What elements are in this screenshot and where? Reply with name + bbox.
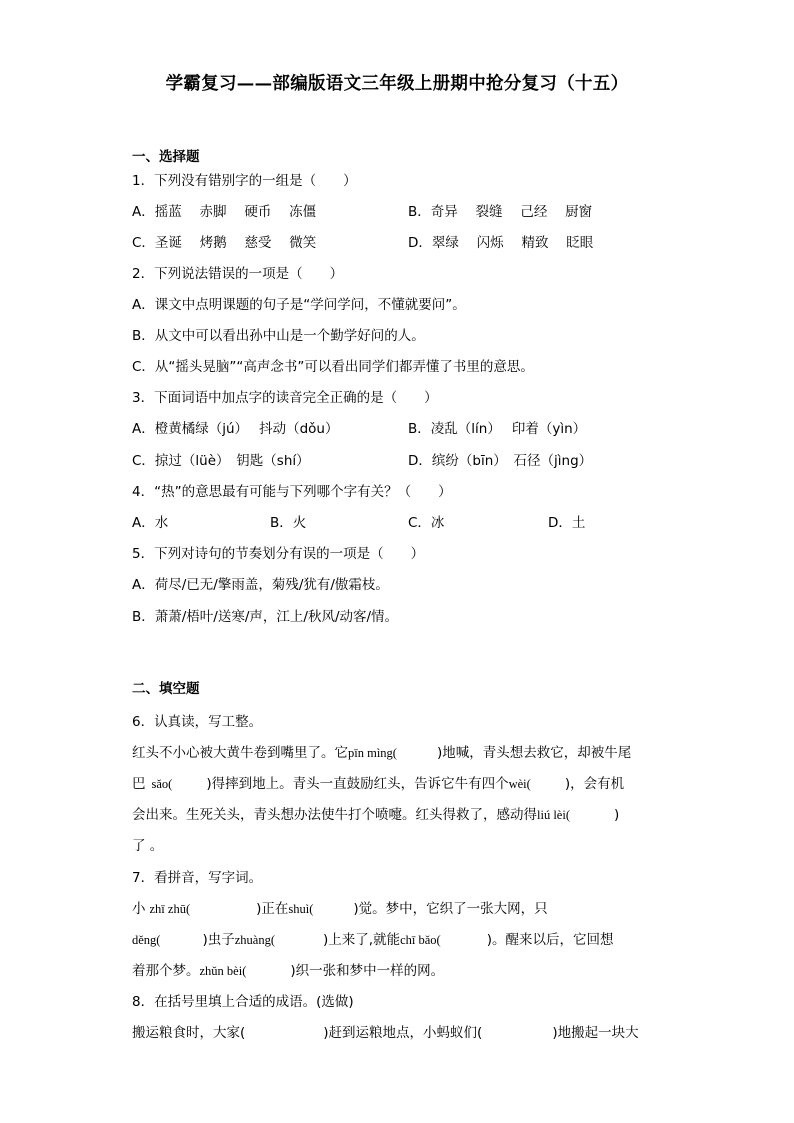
text-segment: )，会有机 — [564, 776, 625, 792]
question-7-line-2 — [132, 930, 613, 950]
text-segment: )地搬起一块大 — [552, 1025, 639, 1041]
question-2-option-b: B．从文中可以看出孙中山是一个勤学好问的人。 — [132, 328, 425, 344]
question-2-option-c: C．从“摇头晃脑”“高声念书”可以看出同学们都弄懂了书里的意思。 — [132, 359, 534, 375]
question-4-option-d: D．土 — [548, 515, 586, 531]
text-segment: ) — [613, 807, 620, 823]
pinyin-prompt: děng( — [132, 933, 161, 947]
question-1-option-a: A．摇蓝 赤脚 硬币 冻僵 — [132, 204, 317, 220]
text-segment: 着那个梦。 — [132, 963, 200, 979]
question-6-line-4: 了 。 — [132, 838, 164, 854]
question-1-stem: 1．下列没有错别字的一组是（ ） — [132, 173, 357, 189]
pinyin-prompt: zhī zhū( — [149, 902, 191, 916]
question-4-stem: 4．“热”的意思最有可能与下列哪个字有关？（ ） — [132, 484, 452, 500]
section-heading-choice: 一、选择题 — [132, 149, 200, 165]
question-3-option-d: D．缤纷（bīn） 石径（jìng） — [408, 453, 593, 469]
pinyin-prompt: chī bǎo( — [400, 933, 441, 947]
text-segment: )觉。梦中，它织了一张大网，只 — [353, 901, 548, 917]
question-7-line-3 — [132, 961, 444, 981]
pinyin-prompt: sǎo( — [151, 777, 173, 791]
question-8-stem: 8．在括号里填上合适的成语。(选做) — [132, 994, 354, 1010]
question-8-line-1 — [132, 1023, 639, 1043]
text-segment: 小 — [132, 901, 146, 917]
question-3-option-b: B．凌乱（lín） 印着（yìn） — [408, 421, 587, 437]
pinyin-prompt: pīn mìng( — [348, 746, 397, 760]
question-4-option-a: A．水 — [132, 515, 169, 531]
text-segment: )织一张和梦中一样的网。 — [290, 963, 445, 979]
question-1-option-b: B．奇异 裂缝 己经 厨窗 — [408, 204, 593, 220]
question-6-stem: 6．认真读，写工整。 — [132, 714, 263, 730]
section-heading-fill: 二、填空题 — [132, 681, 200, 697]
question-1-option-d: D．翠绿 闪烁 精致 眨眼 — [408, 235, 594, 251]
question-2-option-a: A．课文中点明课题的句子是“学问学问，不懂就要问”。 — [132, 297, 466, 313]
question-1-option-c: C．圣诞 烤鹅 慈受 微笑 — [132, 235, 317, 251]
pinyin-prompt: liú lèi( — [537, 808, 570, 822]
question-6-line-2 — [132, 774, 624, 794]
text-segment: )虫子 — [202, 932, 235, 948]
question-6-line-1 — [132, 743, 631, 763]
text-segment: )正在 — [256, 901, 289, 917]
text-segment: 红头不小心被大黄牛卷到嘴里了。它 — [132, 745, 348, 761]
question-5-option-b: B．萧萧/梧叶/送寒/声，江上/秋风/动客/情。 — [132, 609, 399, 625]
text-segment: 搬运粮食时，大家( — [132, 1025, 246, 1041]
question-6-line-3 — [132, 805, 619, 825]
pinyin-prompt: shuì( — [288, 902, 314, 916]
text-segment: )。醒来以后，它回想 — [486, 932, 614, 948]
page-title: 学霸复习——部编版语文三年级上册期中抢分复习（十五） — [165, 74, 629, 94]
question-3-option-a: A．橙黄橘绿（jú） 抖动（dǒu） — [132, 421, 339, 437]
pinyin-prompt: zhǔn bèi( — [199, 964, 247, 978]
pinyin-prompt: zhuàng( — [234, 933, 276, 947]
question-7-line-1 — [132, 899, 548, 919]
question-3-option-c: C．掠过（lüè） 钥匙（shí） — [132, 453, 310, 469]
text-segment: )地喊，青头想去救它，却被牛尾 — [436, 745, 632, 761]
question-7-stem: 7．看拼音，写字词。 — [132, 870, 263, 886]
pinyin-prompt: wèi( — [508, 777, 531, 791]
text-segment: 巴 — [132, 776, 146, 792]
question-4-option-c: C．冰 — [408, 515, 445, 531]
question-5-option-a: A．荷尽/已无/擎雨盖，菊残/犹有/傲霜枝。 — [132, 577, 389, 593]
text-segment: )得摔到地上。青头一直鼓励红头，告诉它牛有四个 — [206, 776, 509, 792]
text-segment: 会出来。生死关头，青头想办法使牛打个喷嚏。红头得救了，感动得 — [132, 807, 537, 823]
question-2-stem: 2．下列说法错误的一项是（ ） — [132, 266, 344, 282]
question-5-stem: 5．下列对诗句的节奏划分有误的一项是（ ） — [132, 546, 425, 562]
text-segment: )赶到运粮地点，小蚂蚁们( — [323, 1025, 483, 1041]
question-4-option-b: B．火 — [270, 515, 307, 531]
text-segment: )上来了,就能 — [323, 932, 401, 948]
question-3-stem: 3．下面词语中加点字的读音完全正确的是（ ） — [132, 390, 438, 406]
